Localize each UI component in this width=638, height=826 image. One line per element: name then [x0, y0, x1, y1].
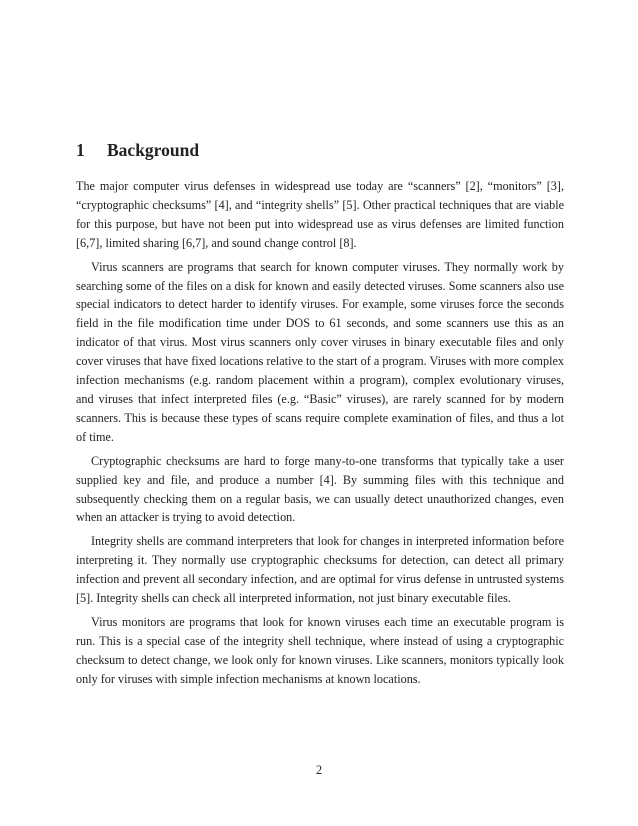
- paragraph-integrity-shells: Integrity shells are command interpreters that look for changes in interpreted information before interpreting it. They normally use cryptographic checksums for detection, can detect all primary infection and prevent all secondary infection, and are optimal for virus defense in untrusted systems [5]. Integrity shells can check all interpreted information, not just binary executable files.: [76, 534, 564, 606]
- section-title: Background: [107, 140, 200, 160]
- section-number: 1: [76, 140, 85, 160]
- paragraph-cryptographic-checksums: Cryptographic checksums are hard to forge many-to-one transforms that typically take a user supplied key and file, and produce a number [4]. By summing files with this technique and subsequently checking them on a regular basis, we can usually detect unauthorized changes, even when an attacker is trying to avoid detection.: [76, 453, 564, 525]
- paragraph-defenses-overview: The major computer virus defenses in widespread use today are “scanners” [2], “monitors” [3], “cryptographic checksums” [4], and “integrity shells” [5]. Other practical techniques that are viable for this purpose, but have not been put into widespread use as virus defenses are limited function [6,7], limited sharing [6,7], and sound change control [8].: [76, 179, 564, 250]
- paragraph-virus-monitors: Virus monitors are programs that look for known viruses each time an executable program is run. This is a special case of the integrity shell technique, where instead of using a cryptographic checksum to detect change, we look only for known viruses. Like scanners, monitors typically look only for viruses with simple infection mechanisms at known locations.: [76, 614, 564, 686]
- paragraph-virus-scanners: Virus scanners are programs that search for known computer viruses. They normally work by searching some of the files on a disk for known and easily detected viruses. Some scanners also use special indicators to detect harder to identify viruses. For example, some viruses force the seconds field in the file modification time under DOS to 61 seconds, and some scanners use this as an indicator of that virus. Most virus scanners only cover viruses in binary executable files and only cover viruses that have fixed locations relative to the start of a program. Viruses with more complex infection mechanisms (e.g. random placement within a program), complex evolutionary viruses, and viruses that infect interpreted files (e.g. “Basic” viruses), are rarely scanned for by modern scanners. This is because these types of scans require complete examination of files, and thus a lot of time.: [76, 259, 564, 444]
- body-text: [76, 177, 564, 694]
- section-heading: [76, 139, 199, 161]
- page-number: 2: [315, 763, 323, 777]
